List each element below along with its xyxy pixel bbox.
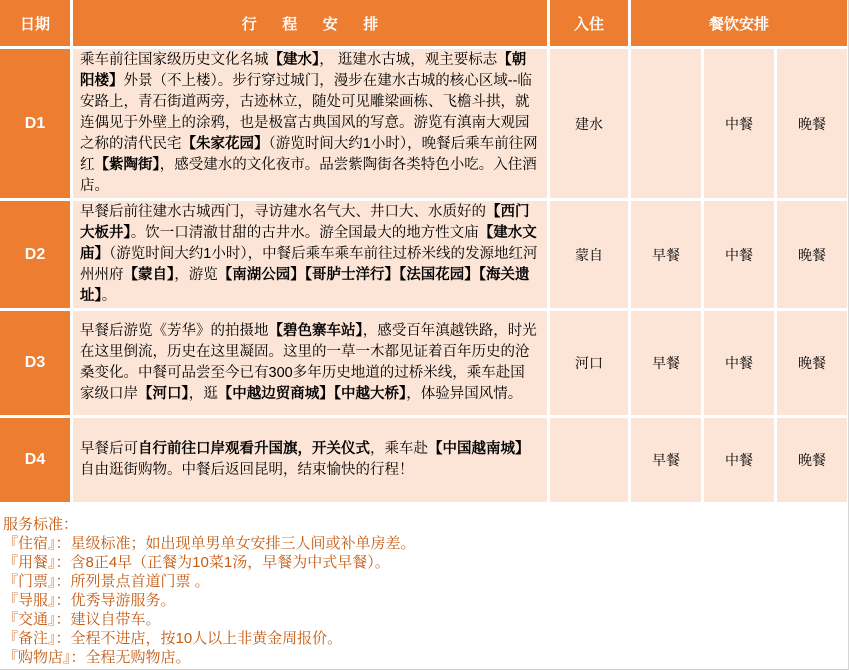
header-meals-label: 餐饮安排 — [708, 15, 769, 33]
breakfast-cell-d3 — [631, 311, 701, 415]
day-cell-d4 — [0, 418, 70, 502]
day-cell-d3 — [0, 311, 70, 415]
stay-cell-d2 — [550, 201, 628, 308]
service-notes-title: 服务标准： — [3, 516, 79, 533]
stay-cell-d3 — [550, 311, 628, 415]
header-meals — [631, 0, 847, 46]
note-meals: 『用餐』：含8正4早（正餐为10菜1汤，早餐为中式早餐）。 — [3, 554, 390, 571]
note-guide: 『导服』：优秀导游服务。 — [3, 592, 176, 609]
meal-value: 早餐 — [652, 246, 680, 263]
dinner-cell-d1 — [777, 49, 847, 198]
day-label: D4 — [24, 451, 46, 468]
meal-value: 中餐 — [725, 355, 753, 371]
breakfast-cell-d2 — [631, 201, 701, 308]
note-remark: 『备注』：全程不进店，按10人以上非黄金周报价。 — [3, 630, 343, 647]
itinerary-text: 乘车前往国家级历史文化名城【建水】， 逛建水古城，观主要标志【朝阳楼】外景（不上楼）。步行穿过城门，漫步在建水古城的核心区域--临安路上，青石街道两旁，古迹林立，随处可见雕梁画栋、飞檐斗拱，就连偶见于外壁上的涂鸦，也是极富古典国风的写意。游览有滇南大观园之称的清代民宅【朱家花园】（游览时间大约1小时），晚餐后乘车前往网红【紫陶街】，感受建水的文化夜市。品尝紫陶街各类特色小吃。入住酒店。 — [80, 52, 538, 194]
stay-value: 蒙自 — [575, 246, 603, 263]
meal-value: 中餐 — [725, 115, 753, 132]
lunch-cell-d3 — [704, 311, 774, 415]
meal-value: 晚餐 — [798, 452, 826, 468]
breakfast-cell-d4 — [631, 418, 701, 502]
note-lodging: 『住宿』：星级标准；如出现单男单女安排三人间或补单房差。 — [3, 535, 416, 552]
stay-cell-d4 — [550, 418, 628, 502]
dinner-cell-d3 — [777, 311, 847, 415]
itinerary-text: 早餐后游览《芳华》的拍摄地【碧色寨车站】，感受百年滇越铁路，时光在这里倒流，历史在这里凝固。这里的一草一木都见证着百年历史的沧桑变化。中餐可品尝至今已有300多年历史地道的过桥米线，乘车赴国家级口岸【河口】，逛【中越边贸商城】【中越大桥】，体验异国风情。 — [80, 323, 537, 402]
day-cell-d2 — [0, 201, 70, 308]
meal-value: 早餐 — [652, 452, 680, 468]
meal-value: 晚餐 — [798, 355, 826, 371]
day-label: D3 — [24, 354, 46, 371]
header-itinerary-label: 行程安排 — [241, 15, 404, 33]
meal-value: 中餐 — [725, 246, 753, 263]
itinerary-cell-d2 — [73, 201, 547, 308]
day-cell-d1 — [0, 49, 70, 198]
stay-cell-d1 — [550, 49, 628, 198]
dinner-cell-d4 — [777, 418, 847, 502]
day-label: D1 — [24, 114, 46, 132]
service-notes — [0, 502, 848, 667]
meal-value: 早餐 — [652, 355, 680, 371]
note-shopping: 『购物店』：全程无购物店。 — [3, 649, 191, 666]
itinerary-cell-d1 — [73, 49, 547, 198]
header-date — [0, 0, 70, 46]
note-transport: 『交通』：建议自带车。 — [3, 611, 161, 628]
meal-value: 中餐 — [725, 452, 753, 468]
stay-value: 河口 — [575, 355, 603, 371]
note-tickets: 『门票』：所列景点首道门票 。 — [3, 573, 210, 590]
header-date-label: 日期 — [19, 15, 50, 33]
day-label: D2 — [24, 245, 46, 263]
itinerary-cell-d4 — [73, 418, 547, 502]
header-stay-label: 入住 — [573, 15, 604, 33]
dinner-cell-d2 — [777, 201, 847, 308]
meal-value: 晚餐 — [798, 115, 826, 132]
header-stay — [550, 0, 628, 46]
itinerary-text: 早餐后前往建水古城西门，寻访建水名气大、井口大、水质好的【西门大板井】。饮一口清澈甘甜的古井水。游全国最大的地方性文庙【建水文庙】（游览时间大约1小时），中餐后乘车乘车前往过桥米线的发源地红河州州府【蒙自】，游览【南湖公园】【哥胪士洋行】【法国花园】【海关遗址】。 — [80, 204, 538, 304]
lunch-cell-d4 — [704, 418, 774, 502]
lunch-cell-d1 — [704, 49, 774, 198]
stay-value: 建水 — [575, 115, 603, 132]
meal-value: 晚餐 — [798, 246, 826, 263]
itinerary-cell-d3 — [73, 311, 547, 415]
itinerary-text: 早餐后可自行前往口岸观看升国旗，开关仪式，乘车赴【中国越南城】自由逛街购物。中餐后返回昆明，结束愉快的行程！ — [80, 441, 530, 478]
breakfast-cell-d1 — [631, 49, 701, 198]
header-itinerary — [73, 0, 547, 46]
lunch-cell-d2 — [704, 201, 774, 308]
